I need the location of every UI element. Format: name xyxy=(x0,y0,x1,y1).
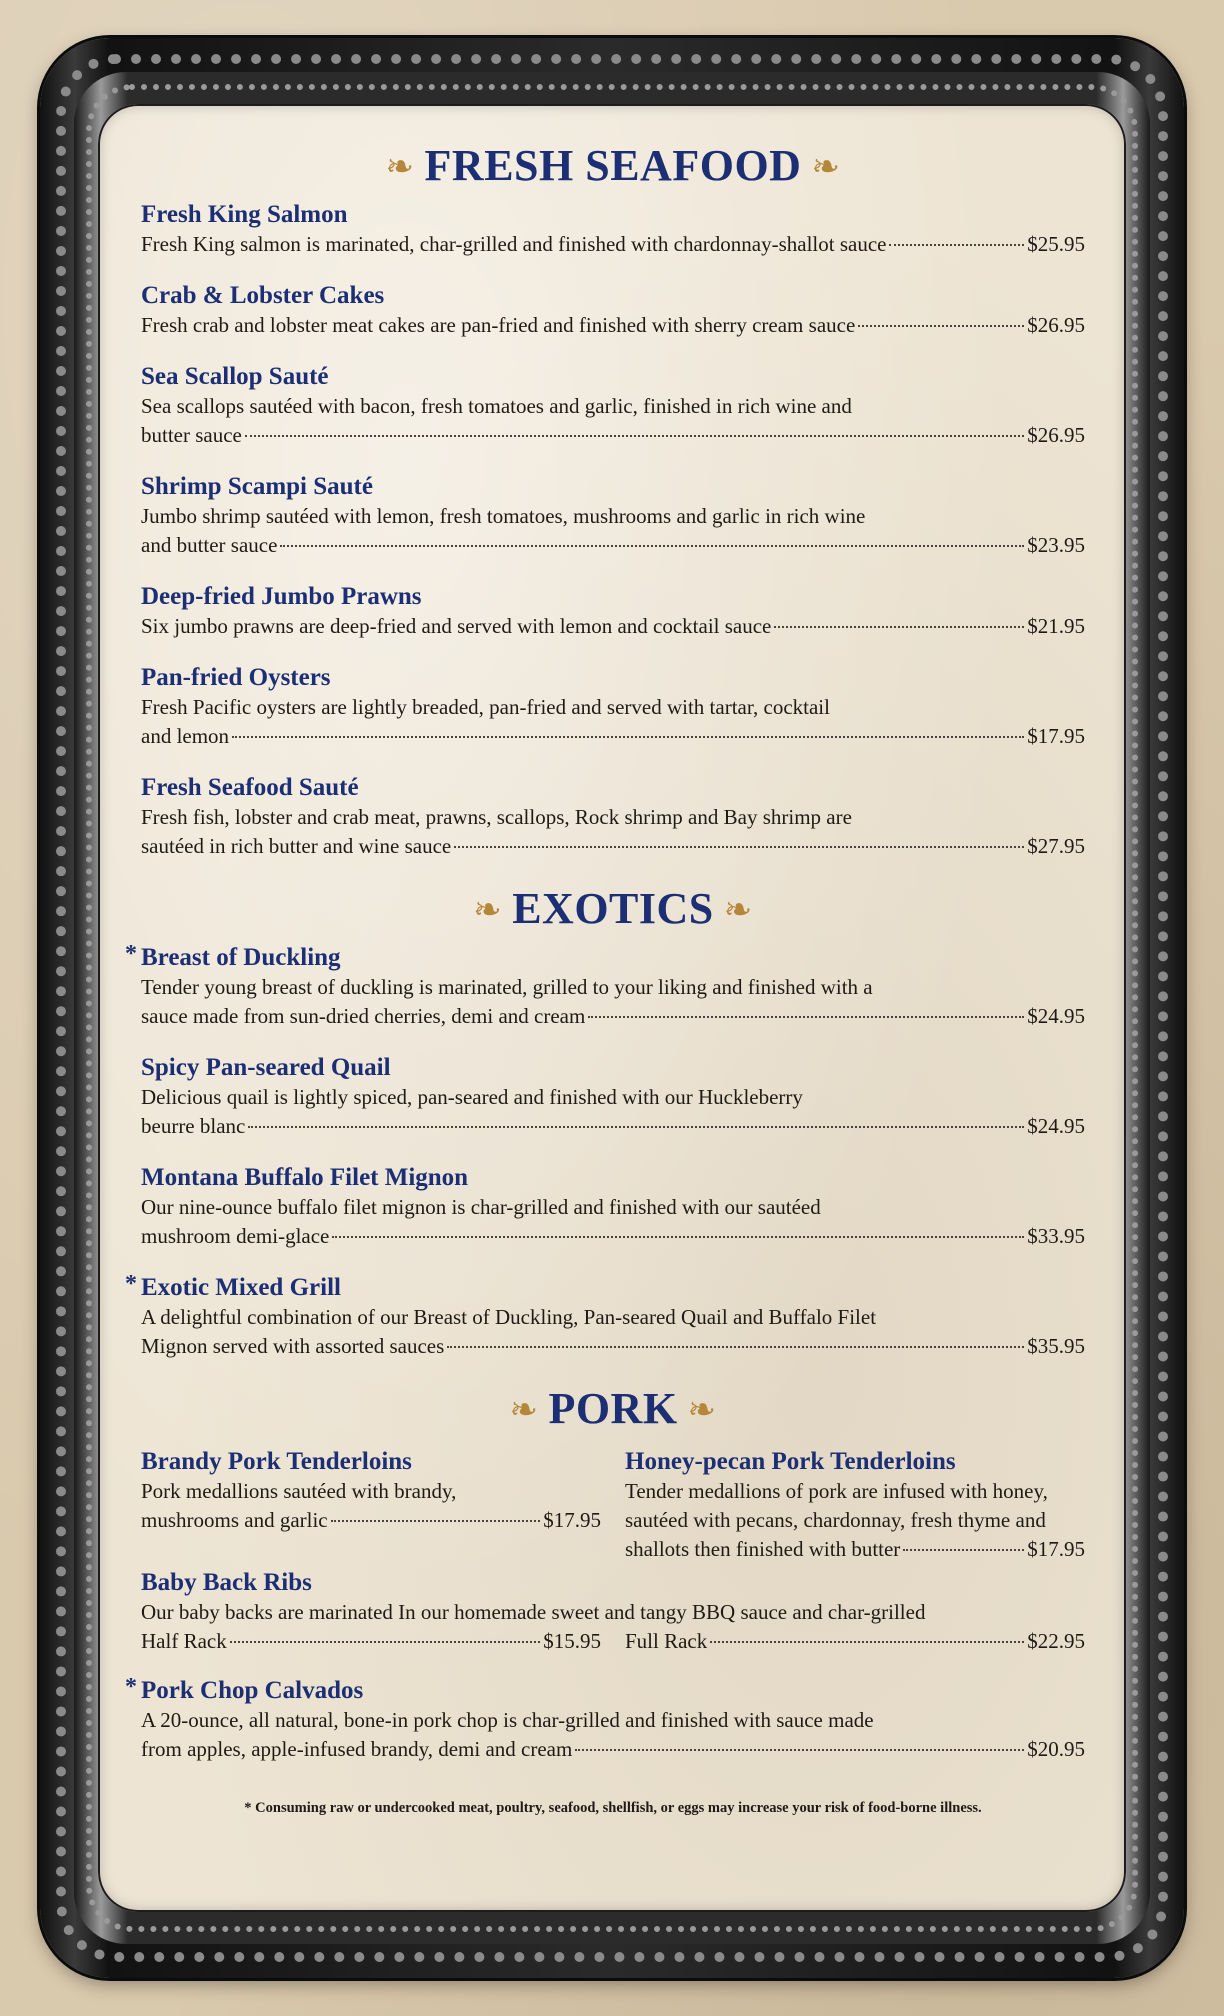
item-description-end: and lemon xyxy=(141,724,230,748)
item-price-line xyxy=(141,421,1085,450)
menu-item xyxy=(141,582,1085,641)
item-name: Fresh Seafood Sauté xyxy=(141,774,359,801)
flourish-left-icon: ❧ xyxy=(385,149,415,186)
item-description: Pork medallions sautéed with brandy, xyxy=(141,1479,457,1503)
item-price: $24.95 xyxy=(1027,1004,1085,1028)
item-description: Our nine-ounce buffalo filet mignon is char-grilled and finished with our sautéed xyxy=(141,1195,821,1219)
item-description-end: sautéed in rich butter and wine sauce xyxy=(141,834,452,858)
item-price-line xyxy=(141,1332,1085,1361)
seafood-list xyxy=(141,200,1085,861)
item-name: Breast of Duckling xyxy=(141,944,341,971)
item-description-end: mushrooms and garlic xyxy=(141,1508,328,1532)
item-price-line xyxy=(141,230,1085,259)
pork-tenderloins-row xyxy=(141,1447,1085,1564)
item-price: $26.95 xyxy=(1027,423,1085,447)
item-price-line xyxy=(141,1506,601,1535)
item-description-end: and butter sauce xyxy=(141,533,278,557)
menu-item xyxy=(625,1447,1085,1564)
item-price-line xyxy=(141,311,1085,340)
item-price: $17.95 xyxy=(1027,1537,1085,1561)
item-price-line xyxy=(141,1735,1085,1764)
item-price: $27.95 xyxy=(1027,834,1085,858)
item-price: $33.95 xyxy=(1027,1224,1085,1248)
item-name: Exotic Mixed Grill xyxy=(141,1274,341,1301)
dot-leader xyxy=(332,1236,1024,1238)
dot-leader xyxy=(575,1749,1024,1751)
raw-warning-star: * xyxy=(125,1271,137,1297)
item-price-line xyxy=(141,531,1085,560)
item-description-end: from apples, apple-infused brandy, demi and cream xyxy=(141,1737,573,1761)
full-rack-price: $22.95 xyxy=(1027,1629,1085,1653)
section-title-seafood xyxy=(141,140,1085,192)
item-price: $23.95 xyxy=(1027,533,1085,557)
dot-leader xyxy=(245,435,1024,437)
dot-leader xyxy=(331,1520,541,1522)
item-description-end: sauce made from sun-dried cherries, demi and cream xyxy=(141,1004,586,1028)
item-price-line xyxy=(141,1112,1085,1141)
menu-item xyxy=(125,941,1085,1031)
menu-content xyxy=(125,140,1085,1817)
item-name: Pan-fried Oysters xyxy=(141,664,331,691)
item-name: Pork Chop Calvados xyxy=(141,1677,364,1704)
dot-leader xyxy=(774,626,1024,628)
item-price: $35.95 xyxy=(1027,1334,1085,1358)
section-title-text: EXOTICS xyxy=(512,884,714,933)
menu-item xyxy=(141,1053,1085,1141)
item-price: $25.95 xyxy=(1027,232,1085,256)
item-description: Jumbo shrimp sautéed with lemon, fresh tomatoes, mushrooms and garlic in rich wine xyxy=(141,504,866,528)
item-name: Sea Scallop Sauté xyxy=(141,363,329,390)
item-price: $21.95 xyxy=(1027,614,1085,638)
item-price-line xyxy=(141,612,1085,641)
menu-item xyxy=(125,1271,1085,1361)
item-description: A delightful combination of our Breast of Duckling, Pan-seared Quail and Buffalo Filet xyxy=(141,1305,877,1329)
dot-leader xyxy=(454,846,1024,848)
flourish-right-icon: ❧ xyxy=(723,892,753,929)
menu-item xyxy=(141,1447,601,1564)
item-price: $26.95 xyxy=(1027,313,1085,337)
item-description-end: Fresh King salmon is marinated, char-grilled and finished with chardonnay-shallot sauce xyxy=(141,232,887,256)
item-description-end: Fresh crab and lobster meat cakes are pan-fried and finished with sherry cream sauce xyxy=(141,313,856,337)
exotics-list xyxy=(125,941,1085,1361)
item-name: Honey-pecan Pork Tenderloins xyxy=(625,1448,956,1475)
raw-warning-star: * xyxy=(125,941,137,967)
item-description: Tender medallions of pork are infused with honey, xyxy=(625,1479,1048,1503)
item-description: Sea scallops sautéed with bacon, fresh tomatoes and garlic, finished in rich wine and xyxy=(141,394,852,418)
half-rack-price: $15.95 xyxy=(543,1629,601,1653)
item-description: sautéed with pecans, chardonnay, fresh thyme and xyxy=(625,1508,1046,1532)
half-rack-label: Half Rack xyxy=(141,1629,227,1653)
footnote: * Consuming raw or undercooked meat, poultry, seafood, shellfish, or eggs may increase your risk of food-borne illness. xyxy=(244,1800,982,1816)
menu-item xyxy=(141,362,1085,450)
item-price: $20.95 xyxy=(1027,1737,1085,1761)
item-description-end: shallots then finished with butter xyxy=(625,1537,901,1561)
ribs-price-row xyxy=(141,1627,1085,1656)
menu-item xyxy=(141,773,1085,861)
item-price-line xyxy=(141,1222,1085,1251)
item-price-line xyxy=(625,1627,1085,1656)
item-price-line xyxy=(141,832,1085,861)
flourish-right-icon: ❧ xyxy=(687,1392,717,1429)
item-name: Brandy Pork Tenderloins xyxy=(141,1448,412,1475)
dot-leader xyxy=(230,1641,541,1643)
section-title-text: FRESH SEAFOOD xyxy=(424,141,802,190)
menu-item xyxy=(141,1163,1085,1251)
item-name: Shrimp Scampi Sauté xyxy=(141,473,373,500)
item-price-line xyxy=(141,1627,601,1656)
dot-leader xyxy=(232,736,1024,738)
dot-leader xyxy=(248,1126,1024,1128)
item-name: Spicy Pan-seared Quail xyxy=(141,1054,391,1081)
flourish-left-icon: ❧ xyxy=(473,892,503,929)
dot-leader xyxy=(889,244,1024,246)
item-description: Tender young breast of duckling is marinated, grilled to your liking and finished with a xyxy=(141,975,873,999)
item-price: $24.95 xyxy=(1027,1114,1085,1138)
item-description-end: Mignon served with assorted sauces xyxy=(141,1334,445,1358)
item-description-end: butter sauce xyxy=(141,423,242,447)
item-description: Fresh fish, lobster and crab meat, prawns, scallops, Rock shrimp and Bay shrimp are xyxy=(141,805,852,829)
menu-item xyxy=(141,472,1085,560)
item-description-end: beurre blanc xyxy=(141,1114,246,1138)
dot-leader xyxy=(903,1549,1024,1551)
item-price: $17.95 xyxy=(543,1508,601,1532)
item-price-line xyxy=(625,1535,1085,1564)
item-name: Baby Back Ribs xyxy=(141,1569,312,1596)
flourish-right-icon: ❧ xyxy=(811,149,841,186)
menu-item xyxy=(141,281,1085,340)
dot-leader xyxy=(710,1641,1024,1643)
section-title-text: PORK xyxy=(548,1384,678,1433)
dot-leader xyxy=(858,325,1024,327)
item-price: $17.95 xyxy=(1027,724,1085,748)
full-rack-label: Full Rack xyxy=(625,1629,708,1653)
dot-leader xyxy=(588,1016,1024,1018)
menu-item xyxy=(141,1568,1085,1656)
section-title-exotics xyxy=(141,883,1085,935)
item-price-line xyxy=(141,1002,1085,1031)
item-description: Delicious quail is lightly spiced, pan-seared and finished with our Huckleberry xyxy=(141,1085,803,1109)
menu-item xyxy=(141,663,1085,751)
item-name: Montana Buffalo Filet Mignon xyxy=(141,1164,469,1191)
item-description-end: mushroom demi-glace xyxy=(141,1224,330,1248)
item-name: Deep-fried Jumbo Prawns xyxy=(141,583,422,610)
item-description: Fresh Pacific oysters are lightly breaded, pan-fried and served with tartar, cocktail xyxy=(141,695,830,719)
menu-item xyxy=(141,200,1085,259)
item-name: Fresh King Salmon xyxy=(141,201,348,228)
raw-warning-star: * xyxy=(125,1674,137,1700)
flourish-left-icon: ❧ xyxy=(509,1392,539,1429)
item-description-end: Six jumbo prawns are deep-fried and served with lemon and cocktail sauce xyxy=(141,614,772,638)
item-name: Crab & Lobster Cakes xyxy=(141,282,385,309)
dot-leader xyxy=(280,545,1024,547)
item-price-line xyxy=(141,722,1085,751)
section-title-pork xyxy=(141,1383,1085,1435)
item-description: Our baby backs are marinated In our homemade sweet and tangy BBQ sauce and char-grilled xyxy=(141,1600,926,1624)
dot-leader xyxy=(447,1346,1024,1348)
item-description: A 20-ounce, all natural, bone-in pork chop is char-grilled and finished with sauce made xyxy=(141,1708,874,1732)
menu-item xyxy=(125,1674,1085,1764)
